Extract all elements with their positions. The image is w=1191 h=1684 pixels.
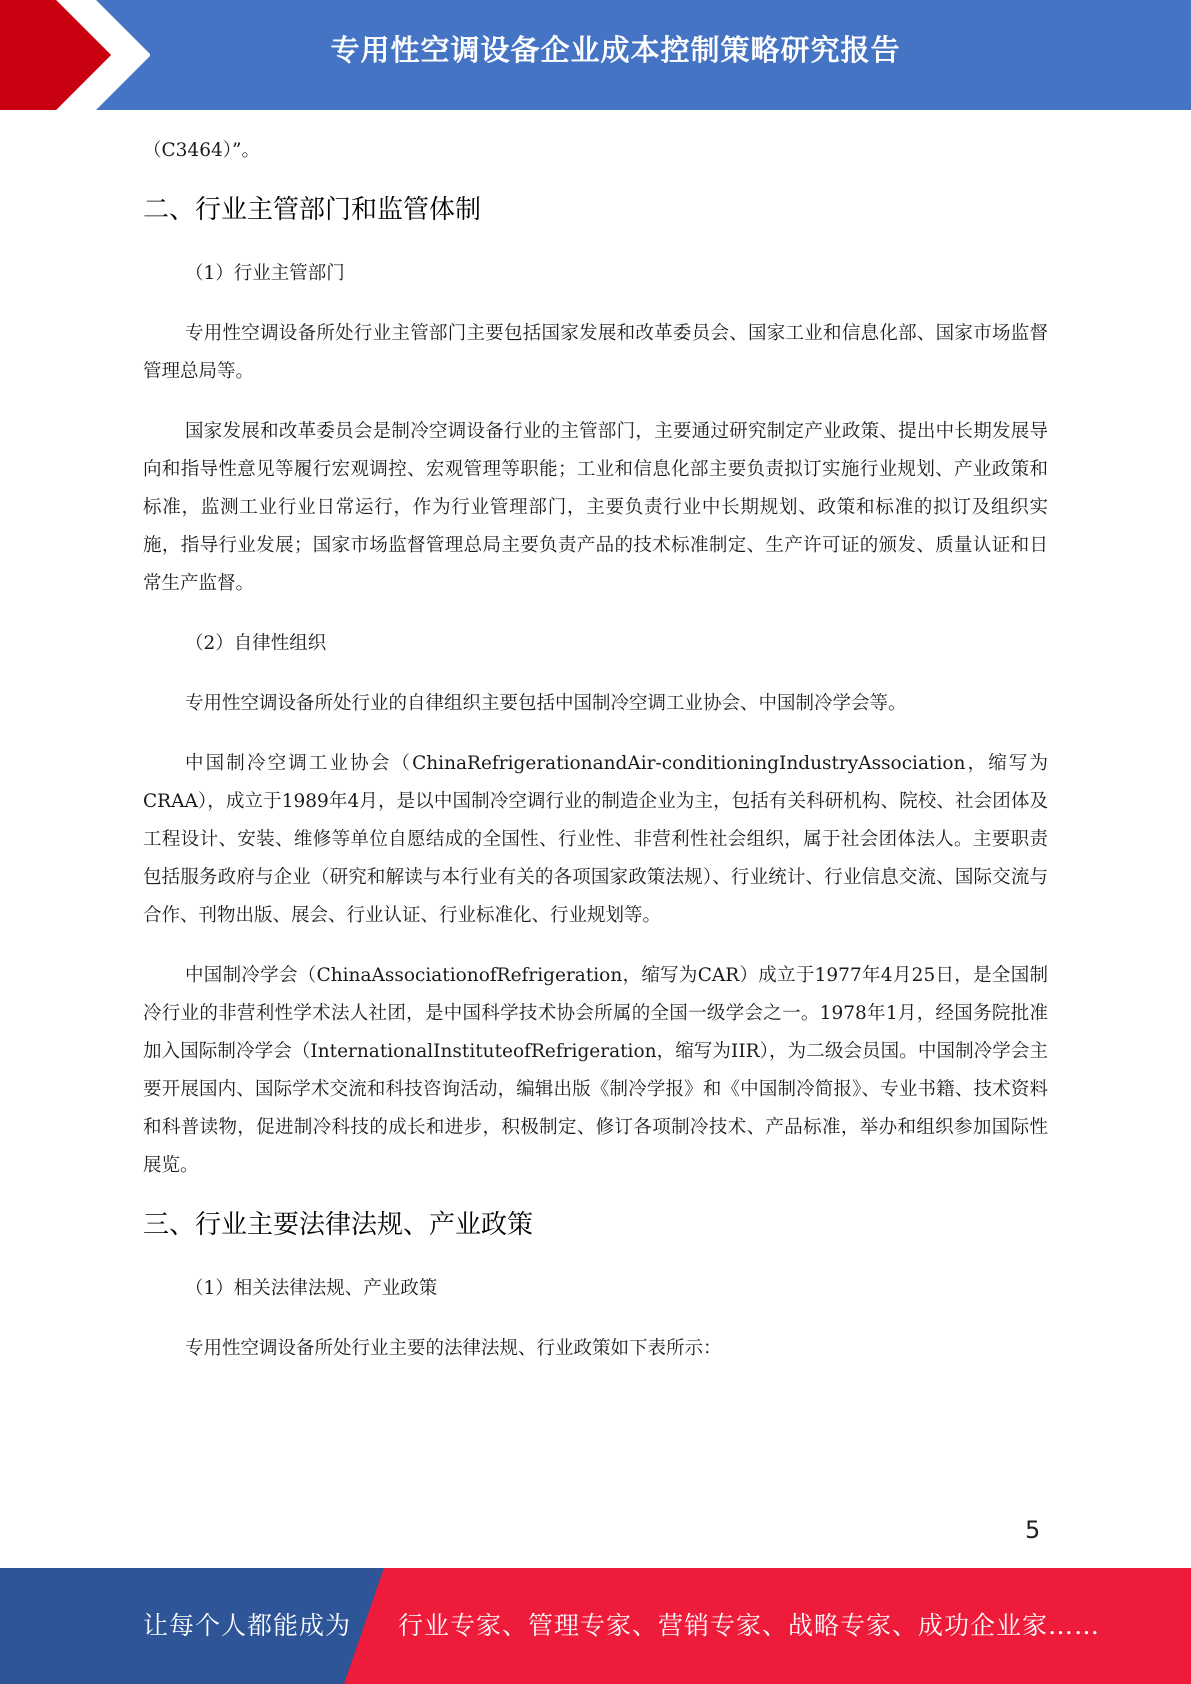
page-content <box>143 132 1048 1368</box>
footer-slogan-right: 行业专家、管理专家、营销专家、战略专家、成功企业家…… <box>398 1611 1101 1640</box>
report-title: 专用性空调设备企业成本控制策略研究报告 <box>330 33 901 67</box>
subsection-title-authorities: （1）行业主管部门 <box>185 263 345 284</box>
paragraph: 中国制冷空调工业协会（ChinaRefrigerationandAir-conditioningIndustryAssociation，缩写为CRAA），成立于1989年4月，是以中国制冷空调行业的制造企业为主，包括有关科研机构、院校、社会团体及工程设计、安装、维修等单位自愿结成的全国性、行业性、非营利性社会组织，属于社会团体法人。主要职责包括服务政府与企业（研究和解读与本行业有关的各项国家政策法规）、行业统计、行业信息交流、国际交流与合作、刊物出版、展会、行业认证、行业标准化、行业规划等。 <box>143 753 1048 926</box>
paragraph: 国家发展和改革委员会是制冷空调设备行业的主管部门，主要通过研究制定产业政策、提出中长期发展导向和指导性意见等履行宏观调控、宏观管理等职能；工业和信息化部主要负责拟订实施行业规划、产业政策和标准，监测工业行业日常运行，作为行业管理部门，主要负责行业中长期规划、政策和标准的拟订及组织实施，指导行业发展；国家市场监督管理总局主要负责产品的技术标准制定、生产许可证的颁发、质量认证和日常生产监督。 <box>143 421 1048 594</box>
paragraph: 中国制冷学会（ChinaAssociationofRefrigeration，缩写为CAR）成立于1977年4月25日，是全国制冷行业的非营利性学术法人社团，是中国科学技术协会所属的全国一级学会之一。1978年1月，经国务院批准加入国际制冷学会（InternationalInstituteofRefrigeration，缩写为IIR），为二级会员国。中国制冷学会主要开展国内、国际学术交流和科技咨询活动，编辑出版《制冷学报》和《中国制冷简报》、专业书籍、技术资料和科普读物，促进制冷科技的成长和进步，积极制定、修订各项制冷技术、产品标准，举办和组织参加国际性展览。 <box>143 965 1048 1176</box>
page-number: 5 <box>1025 1516 1041 1544</box>
carryover-text: （C3464）”。 <box>143 140 260 161</box>
section-heading-laws: 三、行业主要法律法规、产业政策 <box>143 1210 534 1240</box>
paragraph: 专用性空调设备所处行业主要的法律法规、行业政策如下表所示： <box>185 1338 722 1359</box>
paragraph: 专用性空调设备所处行业主管部门主要包括国家发展和改革委员会、国家工业和信息化部、国家市场监督管理总局等。 <box>143 323 1048 382</box>
section-heading-regulation: 二、行业主管部门和监管体制 <box>143 195 482 225</box>
paragraph: 专用性空调设备所处行业的自律组织主要包括中国制冷空调工业协会、中国制冷学会等。 <box>185 693 907 714</box>
header-bar <box>0 0 1191 110</box>
footer-bar <box>0 1568 1191 1684</box>
subsection-title-laws-policies: （1）相关法律法规、产业政策 <box>185 1278 438 1299</box>
footer-slogan-left: 让每个人都能成为 <box>143 1611 352 1640</box>
subsection-title-self-regulatory: （2）自律性组织 <box>185 633 327 654</box>
